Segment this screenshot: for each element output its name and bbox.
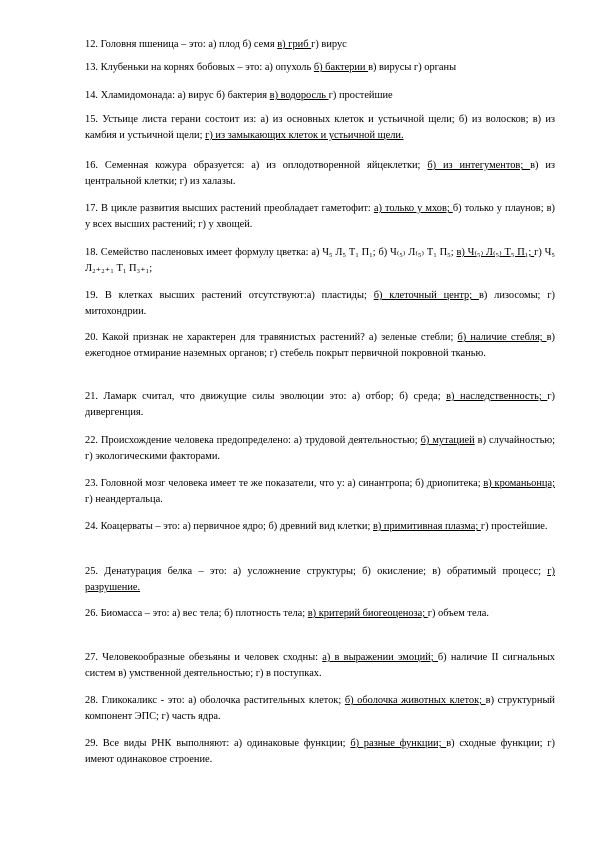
question-text: 25. Денатурация белка – это: а) усложнение структуры; б) окисление; в) обратимый процесс;: [85, 566, 548, 577]
correct-answer: б) мутацией: [420, 435, 475, 446]
question-text: 24. Коацерваты – это: а) первичное ядро; б) древний вид клетки;: [85, 521, 373, 532]
question-text: 12. Головня пшеница – это: а) плод б) семя: [85, 39, 278, 50]
question-text: 18. Семейство пасленовых имеет формулу цветка: а) Ч₅ Л₅ Т₁ П₁; б) Ч₍₅₎ Л₍₅₎ Т₁ П₅;: [85, 247, 457, 258]
question-text: 29. Все виды РНК выполняют: а) одинаковые функции;: [85, 738, 351, 749]
question-item: [85, 245, 555, 277]
question-text: в) из центральной клетки; г) из халазы.: [85, 160, 555, 187]
correct-answer: а) только у мхов;: [373, 203, 453, 214]
correct-answer: б) бактерии: [313, 62, 369, 73]
correct-answer: б) оболочка животных клеток;: [344, 695, 486, 706]
question-item: [85, 433, 555, 465]
question-item: [85, 736, 555, 768]
question-item: [85, 606, 555, 622]
question-text: г) неандертальца.: [85, 494, 163, 505]
question-item: [85, 112, 555, 144]
correct-answer: г) разрушение.: [85, 566, 555, 593]
question-item: [85, 330, 555, 362]
question-text: в) структурный компонент ЭПС; г) часть ядра.: [85, 695, 555, 722]
question-text: г) Ч₅ Л₂₊₂₊₁ Т₁ П₃₊₁;: [85, 247, 555, 274]
question-text: 23. Головной мозг человека имеет те же показатели, что у: а) синантропа; б) дриопитека;: [85, 478, 484, 489]
question-item: [85, 389, 555, 421]
question-text: г) простейшие: [328, 90, 393, 101]
question-text: б) только у плаунов; в) у всех высших растений; г) у хвощей.: [85, 203, 555, 230]
question-text: 20. Какой признак не характерен для травянистых растений? а) зеленые стебли;: [85, 332, 458, 343]
question-item: [85, 650, 555, 682]
correct-answer: а) в выражении эмоций;: [322, 652, 438, 663]
correct-answer: б) наличие стебля;: [457, 332, 547, 343]
correct-answer: в) примитивная плазма;: [372, 521, 481, 532]
correct-answer: в) кроманьонца;: [483, 478, 555, 489]
correct-answer: в) Ч₍₅₎ Л₍₅₎ Т₅ П₁;: [456, 247, 535, 258]
question-text: 15. Устьице листа герани состоит из: а) из основных клеток и устьичной щели; б) из волосков; в) из камбия и устьичной щели;: [85, 114, 555, 141]
question-text: в) вирусы г) органы: [368, 62, 457, 73]
question-item: [85, 88, 555, 104]
correct-answer: в) критерий биогеоценоза;: [307, 608, 428, 619]
question-text: в) лизосомы; г) митохондрии.: [85, 290, 555, 317]
correct-answer: б) клеточный центр;: [373, 290, 479, 301]
question-text: в) случайностью; г) экологическими факторами.: [85, 435, 555, 462]
correct-answer: б) из интегументов;: [427, 160, 531, 171]
question-item: [85, 158, 555, 190]
question-item: [85, 519, 555, 535]
question-text: 21. Ламарк считал, что движущие силы эволюции это: а) отбор; б) среда;: [85, 391, 447, 402]
question-item: [85, 201, 555, 233]
question-text: г) вирус: [311, 39, 347, 50]
correct-answer: б) разные функции;: [350, 738, 447, 749]
question-text: 27. Человекообразные обезьяны и человек сходны:: [85, 652, 323, 663]
question-text: 26. Биомасса – это: а) вес тела; б) плотность тела;: [85, 608, 308, 619]
question-text: 28. Гликокаликс - это: а) оболочка растительных клеток;: [85, 695, 345, 706]
question-text: в) сходные функции; г) имеют одинаковое строение.: [85, 738, 555, 765]
question-item: [85, 476, 555, 508]
question-text: 22. Происхождение человека предопределено: а) трудовой деятельностью;: [85, 435, 421, 446]
question-text: г) простейшие.: [480, 521, 548, 532]
question-text: 16. Семенная кожура образуется: а) из оплодотворенной яйцеклетки;: [85, 160, 428, 171]
question-text: 19. В клетках высших растений отсутствуют:а) пластиды;: [85, 290, 374, 301]
correct-answer: в) водоросль: [269, 90, 329, 101]
question-text: в) ежегодное отмирание наземных органов; г) стебель покрыт первичной покровной тканью.: [85, 332, 555, 359]
correct-answer: г) из замыкающих клеток и устьичной щели.: [205, 130, 404, 141]
question-item: [85, 564, 555, 596]
question-text: г) дивергенция.: [85, 391, 555, 418]
correct-answer: в) наследственность;: [446, 391, 548, 402]
question-text: 13. Клубеньки на корнях бобовых – это: а) опухоль: [85, 62, 314, 73]
question-text: 14. Хламидомонада: а) вирус б) бактерия: [85, 90, 270, 101]
question-text: б) наличие II сигнальных систем в) умственной деятельностью; г) в поступках.: [85, 652, 556, 679]
question-text: г) объем тела.: [427, 608, 489, 619]
question-item: [85, 693, 555, 725]
question-item: [85, 288, 555, 320]
question-text: 17. В цикле развития высших растений преобладает гаметофит:: [85, 203, 374, 214]
question-item: [85, 37, 555, 53]
question-item: [85, 60, 555, 76]
correct-answer: в) гриб: [277, 39, 312, 50]
